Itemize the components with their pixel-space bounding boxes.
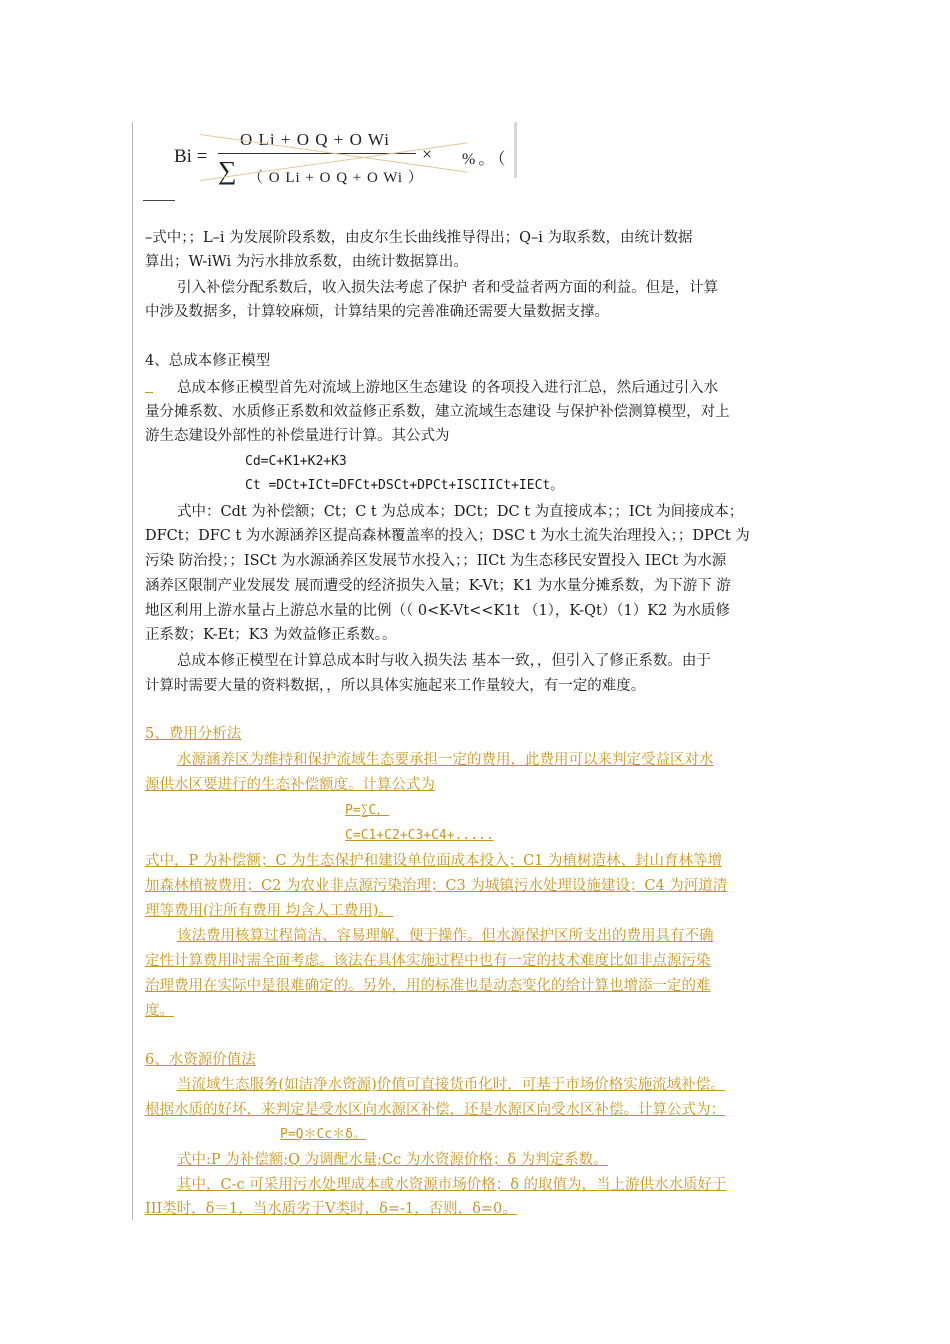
formula-line: Cd=C+K1+K2+K3 [245,454,347,469]
section-heading-5: 5、费用分析法 [145,726,242,742]
section-heading-6: 6、水资源价值法 [145,1052,256,1068]
paragraph-line: DFCt；DFC t 为水源涵养区提高森林覆盖率的投入；DSC t 为水土流失治理投入；；DPCt 为 [145,528,750,544]
paragraph-line: 式中:P 为补偿额;Q 为调配水量;Cc 为水资源价格；δ 为判定系数。 [177,1152,608,1168]
formula-line: P=∑C， [345,803,390,818]
paragraph-line: 正系数；K-Et；K3 为效益修正系数。。 [145,627,397,643]
separator-line [143,200,175,201]
paragraph-line: 度。 [145,1003,174,1019]
paragraph-line: 总成本修正模型首先对流域上游地区生态建设 的各项投入进行汇总，然后通过引入水 [177,380,719,396]
section-heading-4: 4、总成本修正模型 [145,353,271,369]
paragraph-line: 中涉及数据多，计算较麻烦，计算结果的完善准确还需要大量数据支撑。 [145,304,609,320]
paragraph-line: –式中；；L–i 为发展阶段系数，由皮尔生长曲线推导得出；Q–i 为取系数，由统计数据 [145,230,693,246]
formula-numerator: O Li + O Q + O Wi [240,130,390,149]
paragraph-line: 式中：Cdt 为补偿额；Ct；C t 为总成本；DCt；DC t 为直接成本；；ICt 为间接成本； [177,504,744,520]
paragraph-line: 理等费用(注所有费用 均含人工费用)。 [145,903,393,919]
image-frame-edge [514,122,517,178]
paragraph-line: 游生态建设外部性的补偿量进行计算。其公式为 [145,428,450,444]
formula-lhs: Bi = [174,146,208,167]
formula-tail: %。（ [462,151,509,168]
paragraph-line: 加森林植被费用；C2 为农业非点源污染治理；C3 为城镇污水处理设施建设；C4 为河道清 [145,878,728,894]
paragraph-line: 式中，P 为补偿额；C 为生态保护和建设单位面成本投入；C1 为植树造林、封山育林等增 [145,853,722,869]
paragraph-line: 污染 防治投；；ISCt 为水源涵养区发展节水投入；；IICt 为生态移民安置投入 IECt 为水源 [145,553,727,569]
formula-denominator: （ O Li + O Q + O Wi ） [248,170,424,186]
paragraph-line: 水源涵养区为维持和保护流域生态要承担一定的费用，此费用可以来判定受益区对水 [177,752,714,768]
paragraph-line: 治理费用在实际中是很难确定的。另外，用的标准也是动态变化的给计算也增添一定的难 [145,978,711,994]
formula-times: × [422,144,433,164]
paragraph-line: 算出；W-iWi 为污水排放系数，由统计数据算出。 [145,254,468,270]
formula-line: P=Q＊Cc＊δ。 [280,1127,366,1142]
paragraph-line: III类时，δ＝1，当水质劣于Ⅴ类时，δ=-1，否则，δ=0。 [145,1201,517,1217]
paragraph-line: 源供水区要进行的生态补偿额度。计算公式为 [145,777,435,793]
paragraph-line: 该法费用核算过程简洁、容易理解、便于操作。但水源保护区所支出的费用具有不确 [177,928,714,944]
paragraph-line: 其中，C-c 可采用污水处理成本或水资源市场价格；δ 的取值为，当上游供水水质好于 [177,1177,727,1193]
paragraph-line: 地区利用上游水量占上游总水量的比例（（ 0<K-Vt<<K1t （1），K-Qt）（1）K2 为水质修 [145,603,730,619]
paragraph-line: 计算时需要大量的资料数据，，所以具体实施起来工作量较大，有一定的难度。 [145,678,646,694]
paragraph-line: 根据水质的好坏，来判定是受水区向水源区补偿，还是水源区向受水区补偿。计算公式为： [145,1102,725,1118]
paragraph-line: 涵养区限制产业发展发 展而遭受的经济损失入量；K-Vt；K1 为水量分摊系数，为下游下 游 [145,578,731,594]
paragraph-line: 定性计算费用时需全面考虑。该法在具体实施过程中也有一定的技术难度比如非点源污染 [145,953,711,969]
revision-margin-bar [132,122,133,1220]
formula-sigma: ∑ [218,156,237,185]
paragraph-line: 总成本修正模型在计算总成本时与收入损失法 基本一致，，但引入了修正系数。由于 [177,653,711,669]
formula-line: Ct =DCt+ICt=DFCt+DSCt+DPCt+ISCIICt+IECt。 [245,478,564,493]
paragraph-line: 量分摊系数、水质修正系数和效益修正系数，建立流域生态建设 与保护补偿测算模型，对上 [145,404,730,420]
formula-line: C=C1+C2+C3+C4+..... [345,828,494,843]
paragraph-line: 引入补偿分配系数后，收入损失法考虑了保护 者和受益者两方面的利益。但是，计算 [177,280,719,296]
paragraph-line: 当流域生态服务(如洁净水资源)价值可直接货币化时，可基于市场价格实施流域补偿。 [177,1077,725,1093]
